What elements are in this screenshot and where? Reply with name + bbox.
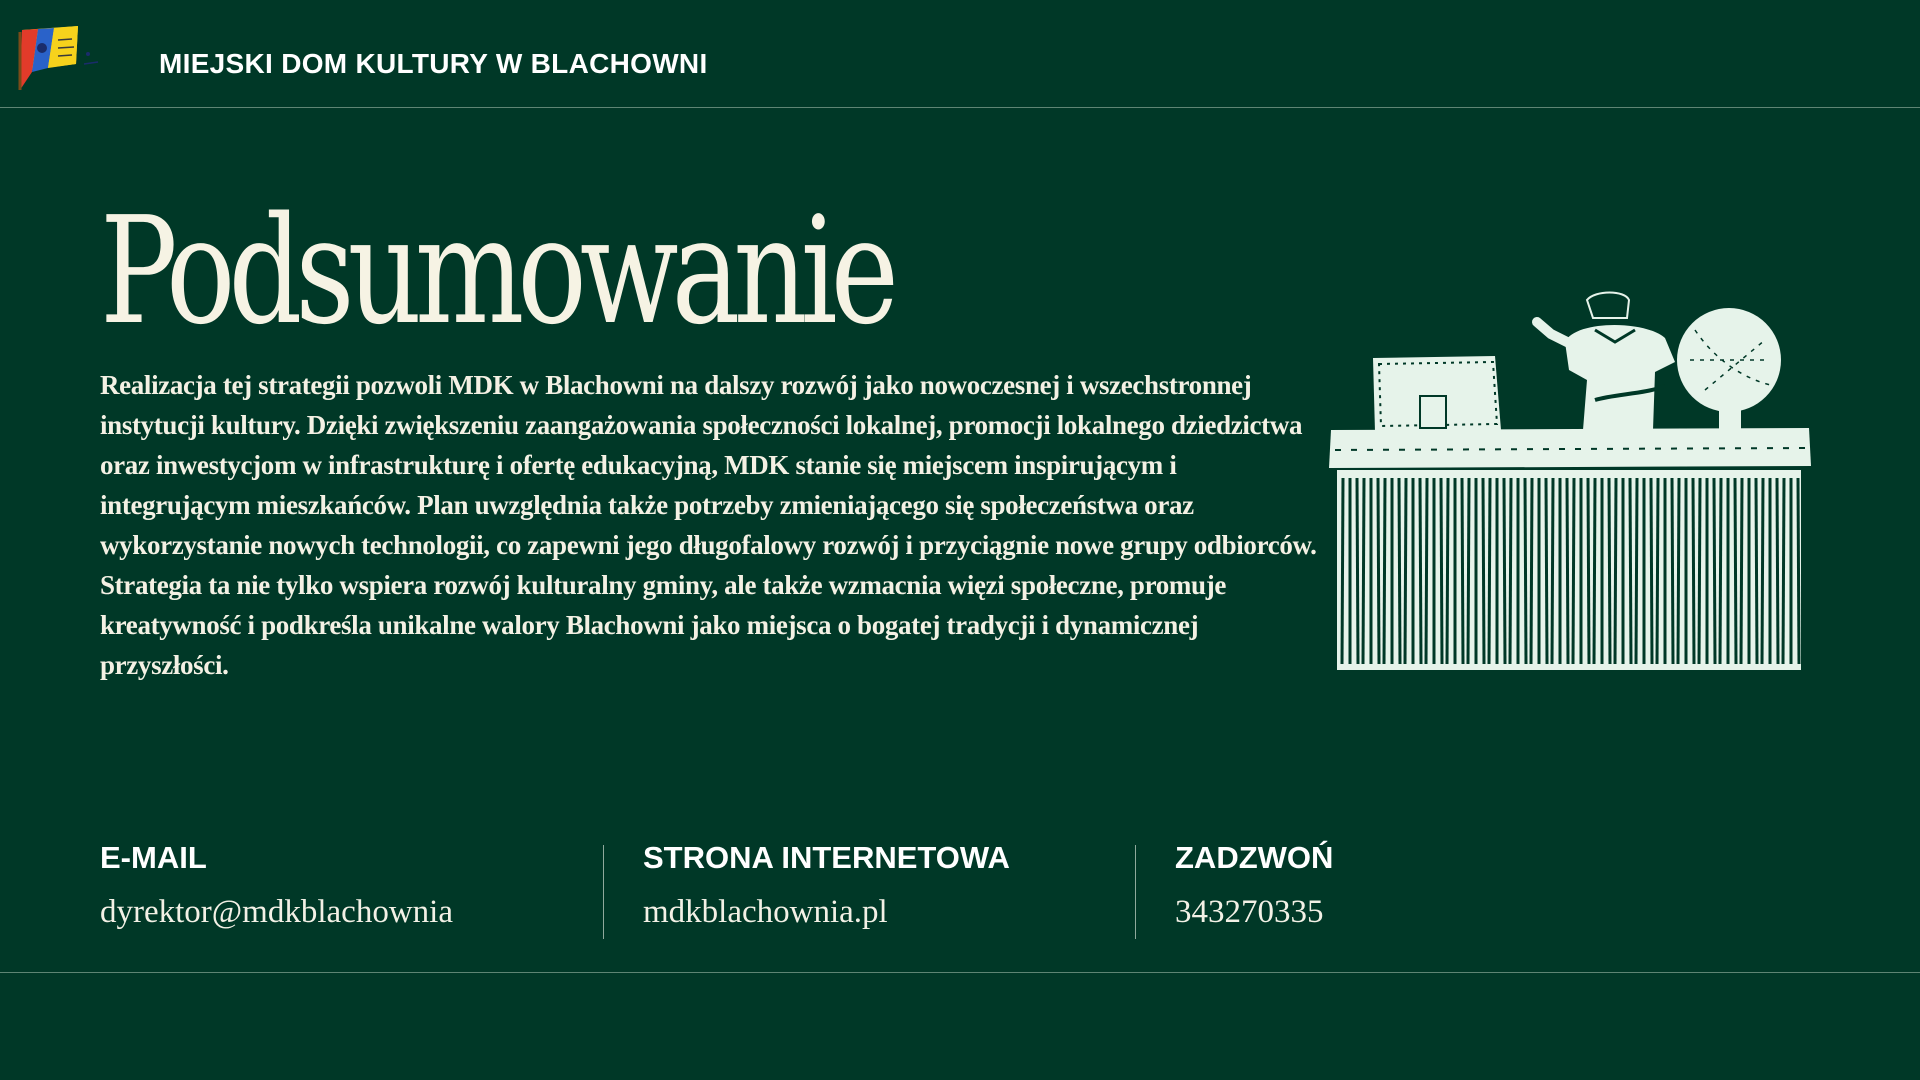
contact-divider: [1135, 845, 1136, 939]
email-value[interactable]: dyrektor@mdkblachownia: [100, 894, 453, 930]
phone-value[interactable]: 343270335: [1175, 894, 1324, 930]
summary-paragraph-1: Realizacja tej strategii pozwoli MDK w Blachowni na dalszy rozwój jako nowoczesnej i wszechstronnej instytucji kultury. Dzięki zwiększeniu zaangażowania społeczności lokalnej, promocji lokalnego dziedzictwa oraz inwestycjom w infrastrukturę i ofertę edukacyjną, MDK stanie się miejscem inspirującym i integrującym mieszkańców. Plan uwzględnia także potrzeby zmieniającego się społeczeństwa oraz wykorzystanie nowych technologii, co zapewni jego długofalowy rozwój i przyciągnie nowe grupy odbiorców.: [100, 370, 1317, 560]
website-link[interactable]: mdkblachownia.pl: [643, 894, 888, 930]
header: [0, 0, 1920, 108]
summary-text: [100, 365, 1330, 685]
org-name: MIEJSKI DOM KULTURY W BLACHOWNI: [159, 48, 708, 79]
website-label: STRONA INTERNETOWA: [643, 840, 1010, 875]
contact-divider: [603, 845, 604, 939]
page-title: Podsumowanie: [100, 185, 892, 357]
phone-label: ZADZWOŃ: [1175, 840, 1334, 875]
flag-logo-icon[interactable]: [18, 24, 118, 90]
contact-email: [100, 840, 453, 940]
email-label: E-MAIL: [100, 840, 207, 875]
contact-website: [643, 840, 1010, 940]
footer-divider: [0, 972, 1920, 973]
contact-phone: [1175, 840, 1333, 940]
reception-desk-illustration: [1325, 290, 1815, 675]
summary-paragraph-2: Strategia ta nie tylko wspiera rozwój kulturalny gminy, ale także wzmacnia więzi społeczne, promuje kreatywność i podkreśla unikalne walory Blachowni jako miejsca o bogatej tradycji i dynamicznej przyszłości.: [100, 570, 1226, 680]
